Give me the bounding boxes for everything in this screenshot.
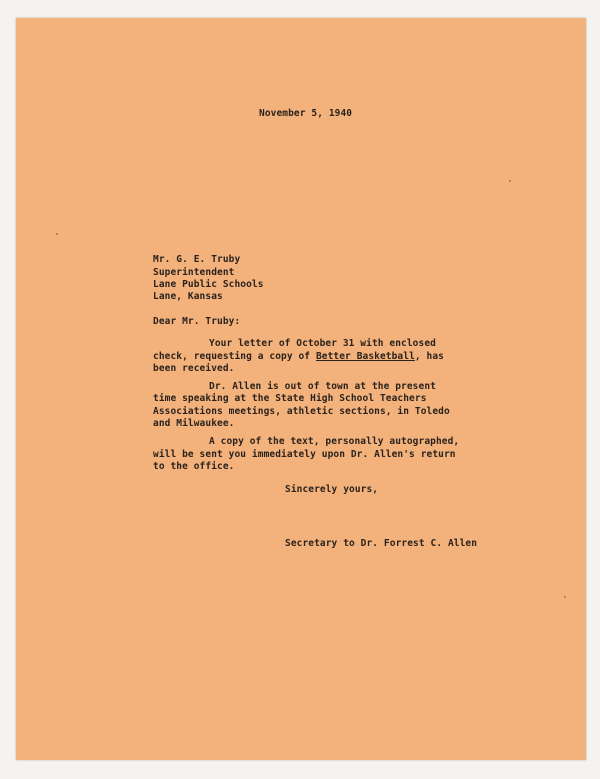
paper-speck (56, 233, 58, 235)
paragraph2-line4: and Milwaukee. (153, 418, 235, 429)
paragraph1-line1: Your letter of October 31 with enclosed (209, 338, 436, 349)
paper-speck (564, 596, 566, 598)
recipient-city-state: Lane, Kansas (153, 291, 223, 302)
letter-page (16, 18, 586, 760)
signature-line: Secretary to Dr. Forrest C. Allen (285, 538, 478, 549)
paragraph2-line1: Dr. Allen is out of town at the present (209, 381, 436, 392)
recipient-organization: Lane Public Schools (153, 279, 264, 290)
paragraph1-line2-before: check, requesting a copy of (153, 351, 316, 362)
paragraph2-line3: Associations meetings, athletic sections, in Toledo (153, 406, 450, 417)
paragraph1-line2 (153, 351, 444, 364)
paragraph3-line2: will be sent you immediately upon Dr. Allen's return (153, 449, 456, 460)
recipient-name: Mr. G. E. Truby (153, 254, 241, 265)
paragraph3-line1: A copy of the text, personally autographed, (209, 436, 460, 447)
book-title: Better Basketball (315, 351, 415, 362)
paragraph2-line2: time speaking at the State High School Teachers (153, 393, 427, 404)
paragraph1-line2-after: , has (414, 351, 444, 362)
recipient-title: Superintendent (153, 267, 235, 278)
letter-date: November 5, 1940 (259, 108, 353, 119)
paper-speck (509, 180, 511, 182)
paragraph1-line3: been received. (153, 363, 235, 374)
closing: Sincerely yours, (285, 484, 379, 495)
salutation: Dear Mr. Truby: (153, 316, 241, 327)
paragraph3-line3: to the office. (153, 461, 235, 472)
